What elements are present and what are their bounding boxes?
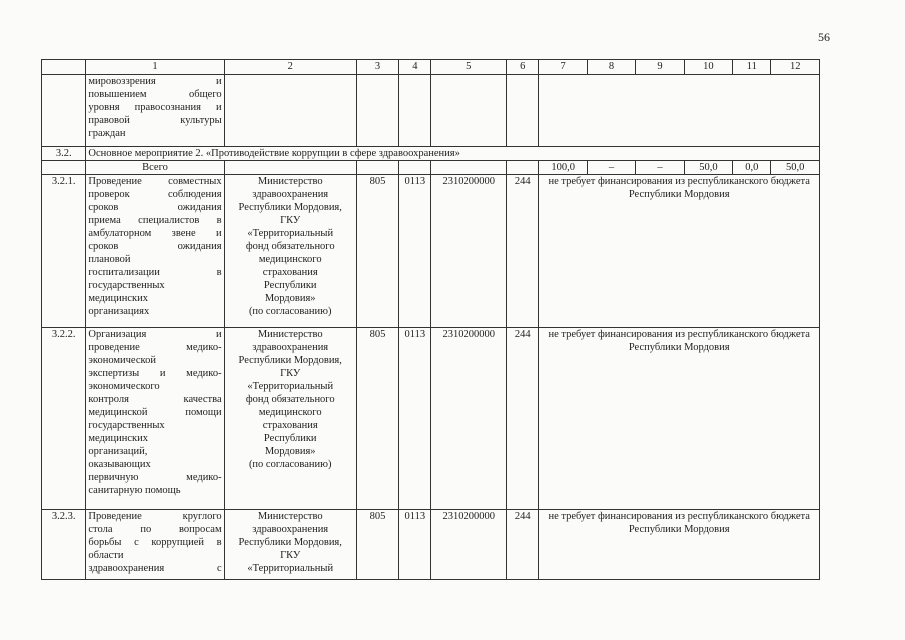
table-cell — [507, 75, 539, 147]
code-4: 0113 — [399, 175, 431, 328]
name-line: первичную медико- — [88, 472, 222, 483]
executor-cell — [224, 510, 356, 580]
executor-line: Республики — [263, 433, 317, 444]
funding-note: не требует финансирования из республиканского бюджета Республики Мордовия — [539, 510, 820, 580]
continuation-name-cell — [86, 75, 224, 147]
executor-line: медицинского — [258, 254, 322, 265]
name-line: оказывающих — [88, 459, 151, 470]
row-number: 3.2.3. — [42, 510, 86, 580]
executor-line: фонд обязательного — [245, 394, 335, 405]
table-row — [42, 510, 820, 580]
name-line: контроля качества — [88, 394, 222, 405]
header-cell-11: 11 — [733, 60, 771, 75]
executor-line: Министерство — [257, 511, 323, 522]
table-cell — [431, 75, 507, 147]
name-line: граждан — [88, 128, 126, 139]
name-line: Проведение круглого — [88, 511, 222, 522]
total-value-11: 0,0 — [733, 161, 771, 175]
column-numbers-row — [42, 60, 820, 75]
name-line: сроков ожидания — [88, 202, 222, 213]
executor-line: здравоохранения — [252, 189, 329, 200]
name-line: проверок соблюдения — [88, 189, 222, 200]
executor-line: (по согласованию) — [248, 306, 332, 317]
header-cell-9: 9 — [636, 60, 684, 75]
name-line: повышением общего — [88, 89, 222, 100]
executor-line: Мордовия» — [264, 446, 316, 457]
continuation-row — [42, 75, 820, 147]
name-line: организаций, — [88, 446, 148, 457]
row-number: 3.2.1. — [42, 175, 86, 328]
executor-line: «Территориальный — [247, 228, 334, 239]
table-cell — [42, 75, 86, 147]
table-cell — [399, 75, 431, 147]
executor-line: Министерство — [257, 176, 323, 187]
executor-cell — [224, 328, 356, 510]
header-cell-4: 4 — [399, 60, 431, 75]
executor-cell — [224, 175, 356, 328]
table-cell — [356, 75, 398, 147]
total-label: Всего — [86, 161, 224, 175]
executor-line: Министерство — [257, 329, 323, 340]
name-line: санитарную помощь — [88, 485, 181, 496]
section-title: Основное мероприятие 2. «Противодействие коррупции в сфере здравоохранения» — [86, 147, 820, 161]
total-value-12: 50,0 — [771, 161, 820, 175]
name-line: государственных — [88, 420, 165, 431]
code-3: 805 — [356, 510, 398, 580]
name-line: медицинских — [88, 293, 149, 304]
activity-name-cell — [86, 175, 224, 328]
header-cell-10: 10 — [684, 60, 732, 75]
name-line: правовой культуры — [88, 115, 222, 126]
table-cell — [539, 75, 820, 147]
name-line: сроков ожидания — [88, 241, 222, 252]
header-cell-7: 7 — [539, 60, 587, 75]
executor-line: Республики — [263, 280, 317, 291]
table-cell — [224, 75, 356, 147]
executor-line: ГКУ — [280, 215, 301, 226]
table-cell — [42, 161, 86, 175]
total-value-10: 50,0 — [684, 161, 732, 175]
header-cell-8: 8 — [587, 60, 635, 75]
name-line: Организация и — [88, 329, 222, 340]
executor-line: здравоохранения — [252, 524, 329, 535]
table-cell — [224, 161, 356, 175]
total-value-9: – — [636, 161, 684, 175]
header-cell-2: 2 — [224, 60, 356, 75]
header-cell-6: 6 — [507, 60, 539, 75]
name-line: области — [88, 550, 124, 561]
name-line: Проведение совместных — [88, 176, 222, 187]
executor-line: Республики Мордовия, — [238, 202, 342, 213]
code-4: 0113 — [399, 510, 431, 580]
name-line: госпитализации в — [88, 267, 222, 278]
section-row — [42, 147, 820, 161]
code-3: 805 — [356, 328, 398, 510]
code-5: 2310200000 — [431, 328, 507, 510]
executor-line: фонд обязательного — [245, 241, 335, 252]
name-line: здравоохранения с — [88, 563, 222, 574]
total-value-8: – — [587, 161, 635, 175]
table-cell — [356, 161, 398, 175]
section-number: 3.2. — [42, 147, 86, 161]
executor-line: ГКУ — [280, 368, 301, 379]
executor-line: страхования — [262, 267, 318, 278]
name-line: уровня правосознания и — [88, 102, 222, 113]
code-6: 244 — [507, 510, 539, 580]
total-row — [42, 161, 820, 175]
header-cell-5: 5 — [431, 60, 507, 75]
executor-line: Мордовия» — [264, 293, 316, 304]
activity-name-cell — [86, 328, 224, 510]
name-line: организациях — [88, 306, 150, 317]
name-line: амбулаторном звене и — [88, 228, 222, 239]
header-cell-3: 3 — [356, 60, 398, 75]
name-line: медицинских — [88, 433, 149, 444]
code-5: 2310200000 — [431, 510, 507, 580]
name-line: медицинской помощи — [88, 407, 222, 418]
name-line: экономического — [88, 381, 160, 392]
table-row — [42, 328, 820, 510]
code-6: 244 — [507, 175, 539, 328]
name-line: приема специалистов в — [88, 215, 222, 226]
name-line: проведение медико- — [88, 342, 222, 353]
header-cell-1: 1 — [86, 60, 224, 75]
table-cell — [507, 161, 539, 175]
page-number: 56 — [818, 30, 830, 44]
executor-line: здравоохранения — [252, 342, 329, 353]
name-line: государственных — [88, 280, 165, 291]
table-row — [42, 175, 820, 328]
name-line: плановой — [88, 254, 131, 265]
table-cell — [399, 161, 431, 175]
name-line: мировоззрения и — [88, 76, 222, 87]
executor-line: ГКУ — [280, 550, 301, 561]
executor-line: «Территориальный — [247, 381, 334, 392]
code-5: 2310200000 — [431, 175, 507, 328]
total-value-7: 100,0 — [539, 161, 587, 175]
row-number: 3.2.2. — [42, 328, 86, 510]
name-line: стола по вопросам — [88, 524, 222, 535]
executor-line: медицинского — [258, 407, 322, 418]
activity-name-cell — [86, 510, 224, 580]
header-cell-12: 12 — [771, 60, 820, 75]
executor-line: (по согласованию) — [248, 459, 332, 470]
name-line: экспертизы и медико- — [88, 368, 222, 379]
executor-line: страхования — [262, 420, 318, 431]
program-activities-table — [41, 59, 820, 580]
table-cell — [431, 161, 507, 175]
funding-note: не требует финансирования из республиканского бюджета Республики Мордовия — [539, 175, 820, 328]
name-line: борьбы с коррупцией в — [88, 537, 222, 548]
code-4: 0113 — [399, 328, 431, 510]
executor-line: Республики Мордовия, — [238, 537, 342, 548]
name-line: экономической — [88, 355, 156, 366]
executor-line: Республики Мордовия, — [238, 355, 342, 366]
code-6: 244 — [507, 328, 539, 510]
code-3: 805 — [356, 175, 398, 328]
header-cell-num — [42, 60, 86, 75]
funding-note: не требует финансирования из республиканского бюджета Республики Мордовия — [539, 328, 820, 510]
executor-line: «Территориальный — [247, 563, 334, 574]
